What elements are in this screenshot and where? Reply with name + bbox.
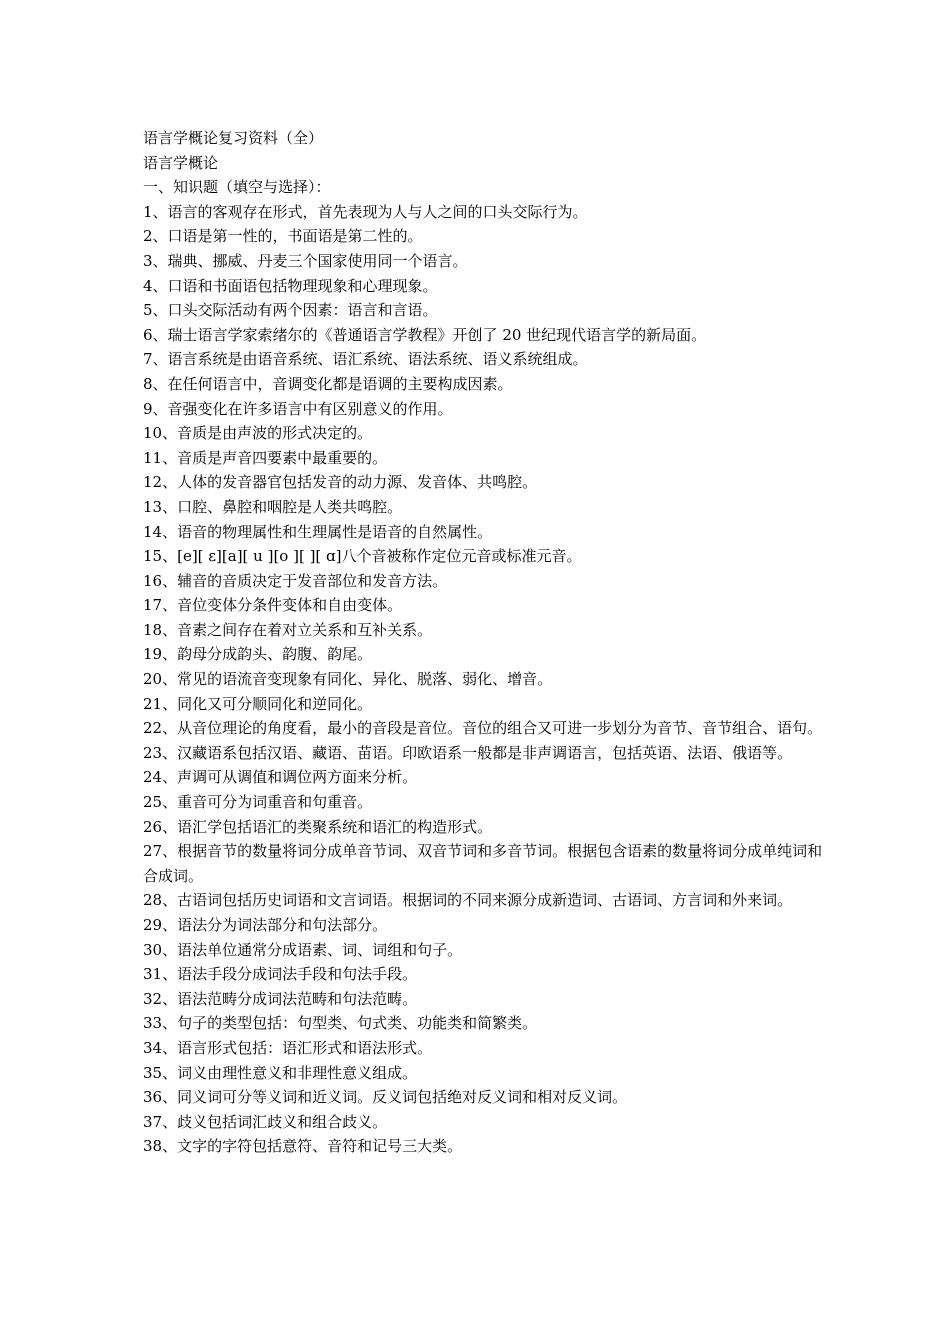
list-item: 34、语言形式包括：语汇形式和语法形式。 bbox=[143, 1038, 433, 1057]
list-item: 15、[e][ ε][a][ u ][o ][ ][ ɑ]八个音被称作定位元音或标准元音。 bbox=[143, 547, 582, 566]
list-item: 5、口头交际活动有两个因素：语言和言语。 bbox=[143, 301, 438, 320]
list-item: 7、语言系统是由语音系统、语汇系统、语法系统、语义系统组成。 bbox=[143, 350, 588, 369]
list-item: 20、常见的语流音变现象有同化、异化、脱落、弱化、增音。 bbox=[143, 670, 553, 689]
list-item: 37、歧义包括词汇歧义和组合歧义。 bbox=[143, 1112, 388, 1131]
list-item: 13、口腔、鼻腔和咽腔是人类共鸣腔。 bbox=[143, 497, 403, 516]
section-heading: 一、知识题（填空与选择）： bbox=[143, 178, 331, 197]
list-item: 19、韵母分成韵头、韵腹、韵尾。 bbox=[143, 645, 373, 664]
list-item: 8、在任何语言中，音调变化都是语调的主要构成因素。 bbox=[143, 374, 513, 393]
list-item: 38、文字的字符包括意符、音符和记号三大类。 bbox=[143, 1137, 463, 1156]
list-item: 33、句子的类型包括：句型类、句式类、功能类和简繁类。 bbox=[143, 1014, 538, 1033]
list-item: 18、音素之间存在着对立关系和互补关系。 bbox=[143, 620, 433, 639]
list-item: 10、音质是由声波的形式决定的。 bbox=[143, 424, 373, 443]
list-item: 36、同义词可分等义词和近义词。反义词包括绝对反义词和相对反义词。 bbox=[143, 1088, 628, 1107]
list-item: 24、声调可从调值和调位两方面来分析。 bbox=[143, 768, 418, 787]
list-item: 2、口语是第一性的，书面语是第二性的。 bbox=[143, 227, 423, 246]
list-item: 25、重音可分为词重音和句重音。 bbox=[143, 793, 373, 812]
list-item: 30、语法单位通常分成语素、词、词组和句子。 bbox=[143, 940, 463, 959]
list-item: 31、语法手段分成词法手段和句法手段。 bbox=[143, 965, 418, 984]
knowledge-list bbox=[143, 200, 823, 1159]
list-item: 35、词义由理性意义和非理性意义组成。 bbox=[143, 1063, 418, 1082]
list-item: 16、辅音的音质决定于发音部位和发音方法。 bbox=[143, 571, 448, 590]
list-item: 11、音质是声音四要素中最重要的。 bbox=[143, 448, 388, 467]
list-item: 27、根据音节的数量将词分成单音节词、双音节词和多音节词。根据包含语素的数量将词分成单纯词和合成词。 bbox=[143, 842, 823, 885]
list-item: 3、瑞典、挪威、丹麦三个国家使用同一个语言。 bbox=[143, 251, 468, 270]
list-item: 17、音位变体分条件变体和自由变体。 bbox=[143, 596, 403, 615]
list-item: 32、语法范畴分成词法范畴和句法范畴。 bbox=[143, 989, 418, 1008]
list-item: 1、语言的客观存在形式，首先表现为人与人之间的口头交际行为。 bbox=[143, 202, 588, 221]
document-page bbox=[143, 126, 823, 1159]
list-item: 21、同化又可分顺同化和逆同化。 bbox=[143, 694, 373, 713]
list-item: 6、瑞士语言学家索绪尔的《普通语言学教程》开创了 20 世纪现代语言学的新局面。 bbox=[143, 325, 707, 344]
list-item: 4、口语和书面语包括物理现象和心理现象。 bbox=[143, 276, 438, 295]
list-item: 28、古语词包括历史词语和文言词语。根据词的不同来源分成新造词、古语词、方言词和外来词。 bbox=[143, 891, 793, 910]
list-item: 9、音强变化在许多语言中有区别意义的作用。 bbox=[143, 399, 453, 418]
list-item: 29、语法分为词法部分和句法部分。 bbox=[143, 916, 388, 934]
document-subtitle: 语言学概论 bbox=[143, 153, 219, 172]
document-title: 语言学概论复习资料（全） bbox=[143, 129, 324, 147]
list-item: 22、从音位理论的角度看，最小的音段是音位。音位的组合又可进一步划分为音节、音节组合、语句。 bbox=[143, 719, 823, 738]
list-item: 14、语音的物理属性和生理属性是语音的自然属性。 bbox=[143, 522, 493, 541]
list-item: 12、人体的发音器官包括发音的动力源、发音体、共鸣腔。 bbox=[143, 473, 538, 492]
list-item: 26、语汇学包括语汇的类聚系统和语汇的构造形式。 bbox=[143, 817, 493, 836]
list-item: 23、汉藏语系包括汉语、藏语、苗语。印欧语系一般都是非声调语言，包括英语、法语、俄语等。 bbox=[143, 743, 793, 762]
